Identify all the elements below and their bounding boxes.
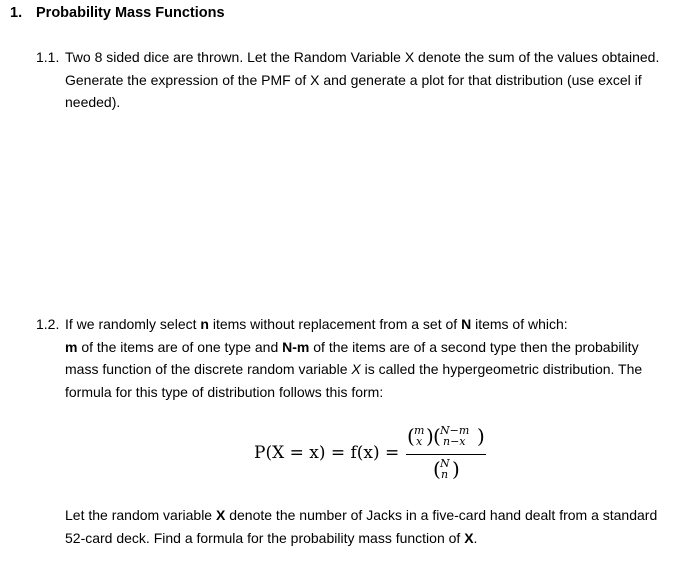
binom-paren-right: ) [426,424,434,448]
question-1-2-text [65,313,670,403]
final-var-X: X [464,529,474,546]
q12-text-part: If we randomly select [65,316,201,332]
q12-text-part: is called the hypergeometric distribution. The formula for this type of distribution follows this form: [65,361,643,400]
binom-paren-left: ( [407,424,415,448]
binom-top: N−m [440,424,470,437]
jacks-question-text [65,504,665,549]
question-1-1 [36,46,670,114]
binom-top: N [440,457,450,470]
binom-paren-right: ) [477,424,485,448]
section-number: 1. [10,5,23,21]
section-heading [10,5,225,21]
q12-var-X: X [351,361,361,377]
binom-N-minus-m-choose-n-minus-x [433,424,485,448]
binom-paren-left: ( [433,424,441,448]
final-text-part: denote the number of Jacks in a five-card hand dealt from a standard 52-card deck. Find a formula for the probability mass function of [65,507,658,546]
hypergeometric-formula [254,424,504,484]
binom-m-choose-x [407,424,433,448]
binom-paren-left: ( [433,457,441,481]
binom-N-choose-n [433,457,459,481]
q12-var-m: m [65,338,78,355]
final-var-X: X [215,507,226,523]
q12-var-N: N [461,316,472,332]
binom-bottom: n [441,468,449,481]
binom-top: m [414,424,425,437]
binom-bottom: x [416,435,423,448]
question-1-2 [36,313,670,403]
fraction-bar [406,454,486,455]
binom-paren-right: ) [452,457,460,481]
question-1-1-number: 1.1. [36,49,60,65]
question-1-1-text: Two 8 sided dice are thrown. Let the Random Variable X denote the sum of the values obtained. Generate the expression of the PMF of X and generate a plot for that distribution (use excel if needed). [65,49,660,110]
binom-bottom: n−x [443,435,466,448]
q12-text-part: of the items are of one type and [77,338,283,355]
formula-lhs: P(X = x) = f(x) = [254,443,400,463]
q12-text-part: of the items are of a second type then the probability mass function of the discrete random variable [65,338,639,377]
q12-text-part: items without replacement from a set of [208,316,462,332]
final-text-part: . [473,529,478,546]
formula-numerator [405,424,487,450]
question-1-2-number: 1.2. [36,316,60,332]
final-text-part: Let the random variable [65,507,216,523]
formula-denominator [431,457,461,481]
section-title: Probability Mass Functions [36,5,225,21]
q12-var-N-minus-m: N-m [282,338,310,355]
formula-fraction [405,424,487,484]
q12-text-part: items of which: [471,316,568,332]
q12-var-n: n [200,316,209,332]
